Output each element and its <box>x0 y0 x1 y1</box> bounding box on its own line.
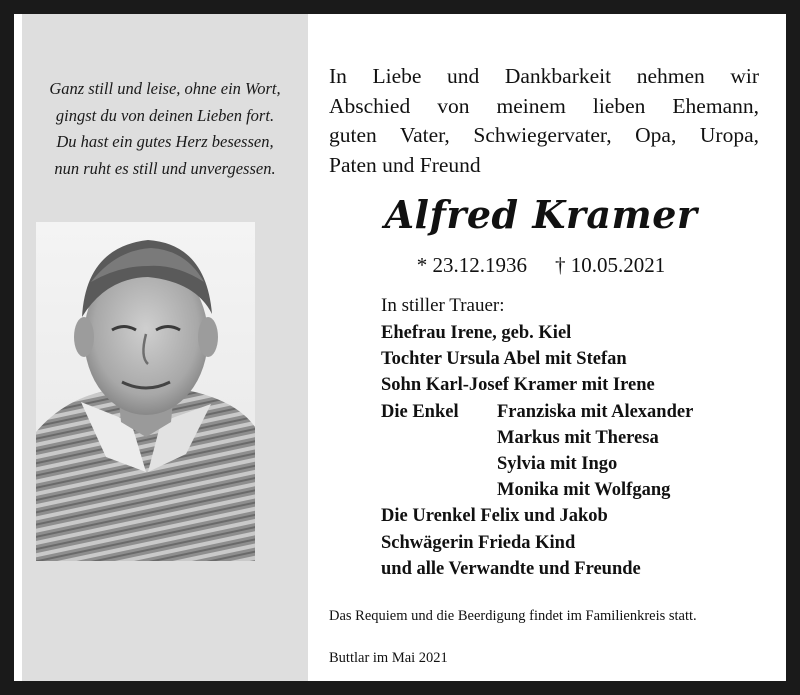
poem-line: Ganz still und leise, ohne ein Wort, <box>49 79 281 98</box>
grandchild: Franziska mit Alexander <box>497 401 694 422</box>
mourner-great-grandchildren: Die Urenkel Felix und Jakob <box>381 506 608 527</box>
portrait-illustration <box>36 222 255 561</box>
intro-line: guten Vater, Schwiegervater, Opa, Uropa, <box>329 123 759 147</box>
deceased-name: Alfred Kramer <box>384 192 698 237</box>
mourners-list <box>381 293 781 582</box>
grandchild: Monika mit Wolfgang <box>497 480 671 501</box>
intro-text <box>329 62 759 180</box>
mourner-daughter: Tochter Ursula Abel mit Stefan <box>381 349 627 370</box>
mourner-son: Sohn Karl-Josef Kramer mit Irene <box>381 375 655 396</box>
mourner-wife: Ehefrau Irene, geb. Kiel <box>381 323 572 343</box>
life-dates <box>329 251 753 279</box>
mourner-relatives: und alle Verwandte und Freunde <box>381 558 641 579</box>
grandchild: Markus mit Theresa <box>497 427 659 448</box>
portrait-photo <box>36 222 255 561</box>
funeral-note: Das Requiem und die Beerdigung findet im Familienkreis statt. <box>329 608 697 624</box>
grandchild: Sylvia mit Ingo <box>497 454 618 475</box>
grandchildren-label: Die Enkel <box>381 401 459 422</box>
mourners-heading: In stiller Trauer: <box>381 295 505 316</box>
death-date: † 10.05.2021 <box>555 253 666 277</box>
poem-line: Du hast ein gutes Herz besessen, <box>56 132 274 151</box>
place-date: Buttlar im Mai 2021 <box>329 650 448 666</box>
birth-date: * 23.12.1936 <box>416 253 527 277</box>
poem-line: nun ruht es still und unvergessen. <box>54 158 276 178</box>
mourner-sister-in-law: Schwägerin Frieda Kind <box>381 532 576 553</box>
intro-line: Abschied von meinem lieben Ehemann, <box>329 93 759 118</box>
grandchildren-row <box>381 399 781 425</box>
intro-line: In Liebe und Dankbarkeit nehmen wir <box>329 64 759 88</box>
poem-line: gingst du von deinen Lieben fort. <box>55 105 275 125</box>
poem <box>22 76 308 182</box>
intro-line: Paten und Freund <box>329 152 481 177</box>
